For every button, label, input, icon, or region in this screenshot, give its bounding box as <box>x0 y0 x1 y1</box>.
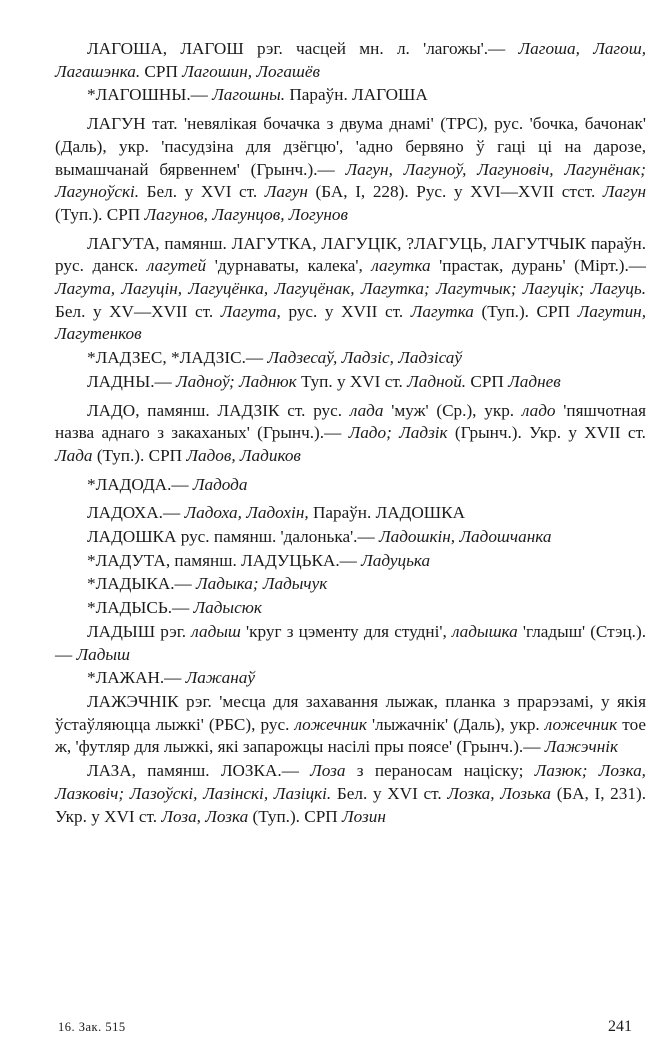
dictionary-entry: ЛАДЫШ рэг. ладыш 'круг з цэменту для студні', ладышка 'гладыш' (Стэц.).— Ладыш <box>55 621 647 664</box>
dictionary-entry: *ЛАДЗЕС, *ЛАДЗІС.— Ладзесаў, Ладзіс, Ладзісаў <box>87 348 463 368</box>
dictionary-entry: ЛАДНЫ.— Ладноў; Ладнюк Туп. у XVI ст. Ладной. СРП Ладнев <box>87 371 561 391</box>
dictionary-entry: ЛАЖЭЧНІК рэг. 'месца для захавання лыжак, планка з прарэзамі, у якія ўстаўляюцца лыжкі' (РБС), рус. ложечник 'лыжачнік' (Даль), укр. ложечник тое ж, 'футляр для лыжкі, які запарожцы насілі пры поясе' (Грынч.).— Лажэчнік <box>55 691 646 757</box>
dictionary-entry: ЛАГУТА, памянш. ЛАГУТКА, ЛАГУЦІК, ?ЛАГУЦЬ, ЛАГУТЧЫК параўн. рус. данск. лагутей 'дурнаваты, калека', лагутка 'прастак, дурань' (Мірт.).— Лагута, Лагуцін, Лагуцёнка, Лагуцёнак, Лагутка; Лагутчык; Лагуцік; Лагуць. Бел. у XV—XVII ст. Лагута, рус. у XVII ст. Лагутка (Туп.). СРП Лагутин, Лагутенков <box>55 233 646 344</box>
dictionary-entry: ЛАДОШКА рус. памянш. 'далонька'.— Ладошкін, Ладошчанка <box>87 527 552 547</box>
dictionary-entry: *ЛАДЫКА.— Ладыка; Ладычук <box>87 574 328 594</box>
page-footer <box>58 1018 632 1036</box>
entries-column <box>55 38 646 828</box>
dictionary-entry: ЛАГОША, ЛАГОШ рэг. часцей мн. л. 'лагожы'.— Лагоша, Лагош, Лагашэнка. СРП Лагошин, Логашёв <box>55 39 646 81</box>
dictionary-entry: *ЛАДУТА, памянш. ЛАДУЦЬКА.— Ладуцька <box>87 550 431 570</box>
dictionary-entry: *ЛАДОДА.— Ладода <box>87 474 248 494</box>
dictionary-entry: ЛАЗА, памянш. ЛОЗКА.— Лоза з пераносам націску; Лазюк; Лозка, Лазковіч; Лазоўскі, Лазінскі, Лазіцкі. Бел. у XVI ст. Лозка, Лозька (БА, І, 231). Укр. у XVI ст. Лоза, Лозка (Туп.). СРП Лозин <box>55 761 646 826</box>
page-number: 241 <box>608 1018 632 1035</box>
dictionary-entry: ЛАДОХА.— Ладоха, Ладохін, Параўн. ЛАДОШКА <box>87 503 466 523</box>
dictionary-entry: ЛАГУН тат. 'невялікая бочачка з двума днамі' (ТРС), рус. 'бочка, бачонак' (Даль), укр. 'пасудзіна для дзёгцю', 'адно бервяно ў гаці ці на дарозе, вымашчанай бярвеннем' (Грынч.).— Лагун, Лагуноў, Лагуновіч, Лагунёнак; Лагуноўскі. Бел. у XVI ст. Лагун (БА, І, 228). Рус. у XVI—XVII стст. Лагун (Туп.). СРП Лагунов, Лагунцов, Логунов <box>55 114 646 224</box>
dictionary-entry: ЛАДО, памянш. ЛАДЗІК ст. рус. лада 'муж' (Ср.), укр. ладо 'пяшчотная назва аднаго з закаханых' (Грынч.).— Ладо; Ладзік (Грынч.). Укр. у XVII ст. Лада (Туп.). СРП Ладов, Ладиков <box>55 400 646 465</box>
printer-signature: 16. Зак. 515 <box>58 1020 126 1034</box>
dictionary-entry: *ЛАЖАН.— Лажанаў <box>87 668 256 688</box>
dictionary-entry: *ЛАДЫСЬ.— Ладысюк <box>87 598 262 618</box>
dictionary-entry: *ЛАГОШНЫ.— Лагошны. Параўн. ЛАГОША <box>87 85 428 105</box>
